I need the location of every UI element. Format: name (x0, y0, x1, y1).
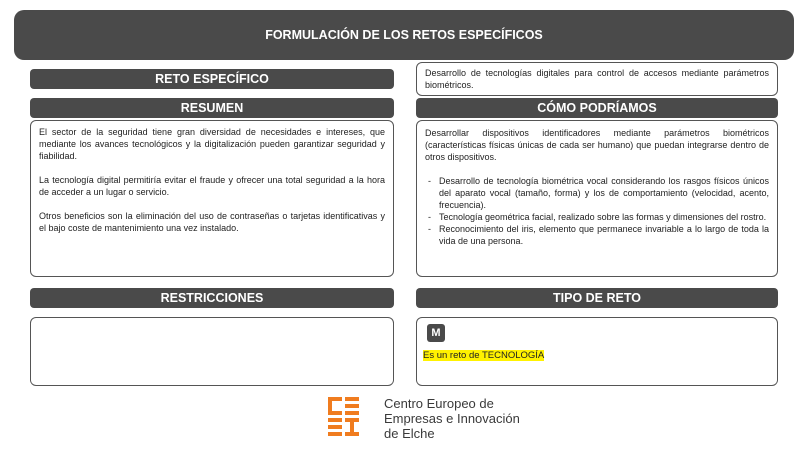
resumen-header: RESUMEN (30, 98, 394, 118)
logo-line: de Elche (384, 426, 435, 441)
resumen-box (30, 120, 394, 277)
reto-especifico-text: Desarrollo de tecnologías digitales para control de accesos mediante parámetros biométricos. (425, 68, 769, 90)
logo-line: Empresas e Innovación (384, 411, 520, 426)
reto-especifico-box (416, 62, 778, 96)
como-podriamos-header: CÓMO PODRÍAMOS (416, 98, 778, 118)
page-title: FORMULACIÓN DE LOS RETOS ESPECÍFICOS (14, 10, 794, 60)
tipo-badge: M (427, 324, 445, 342)
resumen-paragraph: El sector de la seguridad tiene gran diversidad de necesidades e intereses, que mediante los avances tecnológicos y la digitalización pueden garantizar seguridad y fiabilidad. (39, 127, 385, 161)
resumen-paragraph: La tecnología digital permitiría evitar el fraude y ofrecer una total seguridad a la hora de acceder a un lugar o servicio. (39, 175, 385, 197)
como-list (425, 175, 769, 247)
list-item: - Reconocimiento del iris, elemento que permanece invariable a lo largo de toda la vida de una persona. (439, 223, 769, 247)
resumen-paragraph: Otros beneficios son la eliminación del uso de contraseñas o tarjetas identificativas y el bajo coste de mantenimiento una vez instalado. (39, 211, 385, 233)
tipo-reto-text: Es un reto de TECNOLOGÍA (423, 350, 545, 361)
logo-text (384, 396, 520, 441)
como-intro: Desarrollar dispositivos identificadores mediante parámetros biométricos (características físicas únicas de cada ser humano) que puedan integrarse dentro de otros dispositivos. (425, 128, 769, 162)
como-podriamos-box (416, 120, 778, 277)
tipo-reto-box (416, 317, 778, 386)
ceei-logo-icon (328, 395, 378, 437)
reto-especifico-header: RETO ESPECÍFICO (30, 69, 394, 89)
restricciones-box (30, 317, 394, 386)
tipo-reto-header: TIPO DE RETO (416, 288, 778, 308)
list-item: - Tecnología geométrica facial, realizado sobre las formas y dimensiones del rostro. (439, 211, 769, 223)
list-item: - Desarrollo de tecnología biométrica vocal considerando los rasgos físicos únicos del aparato vocal (tamaño, forma) y los de comportamiento (velocidad, acento, frecuencia). (439, 175, 769, 211)
logo-line: Centro Europeo de (384, 396, 494, 411)
restricciones-header: RESTRICCIONES (30, 288, 394, 308)
